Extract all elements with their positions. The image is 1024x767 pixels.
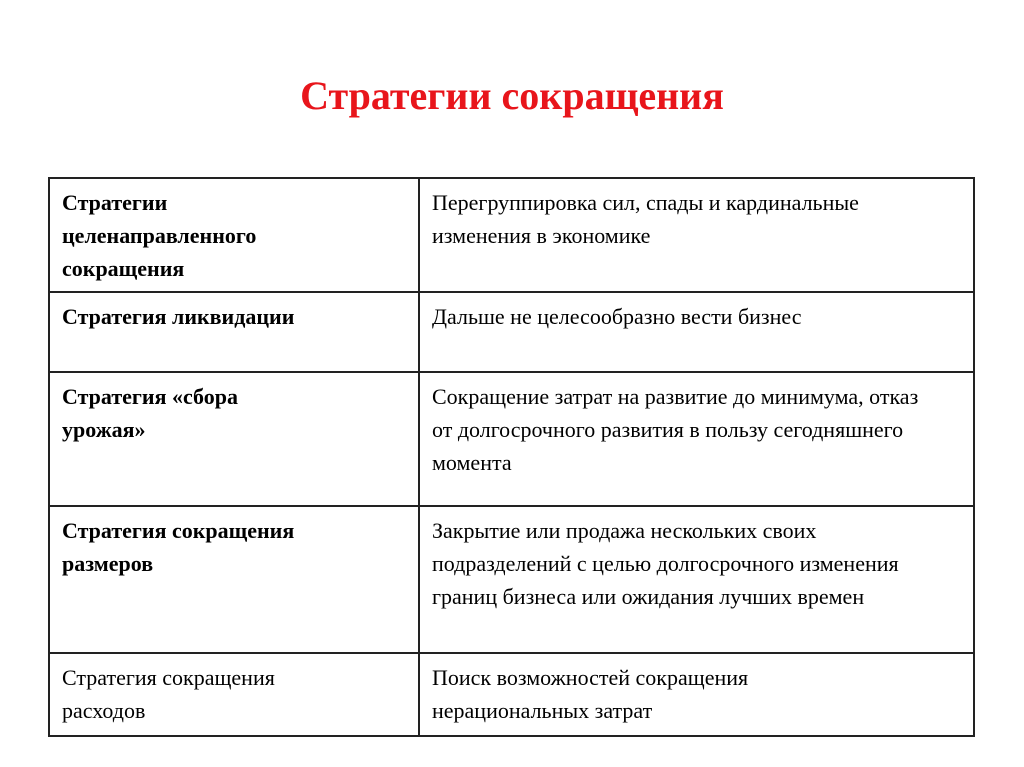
table-row: [49, 292, 974, 372]
strategy-name: Стратегия «сбора урожая»: [49, 372, 419, 506]
strategy-description: Сокращение затрат на развитие до минимума, отказ от долгосрочного развития в пользу сегодняшнего момента: [419, 372, 974, 506]
strategies-table: [48, 177, 975, 737]
strategy-name: Стратегия сокращения размеров: [49, 506, 419, 653]
strategy-description: Поиск возможностей сокращения нерациональных затрат: [419, 653, 974, 736]
strategy-name: Стратегия ликвидации: [49, 292, 419, 372]
strategy-description: Дальше не целесообразно вести бизнес: [419, 292, 974, 372]
strategy-description: Закрытие или продажа нескольких своих подразделений с целью долгосрочного изменения границ бизнеса или ожидания лучших времен: [419, 506, 974, 653]
strategy-description: Перегруппировка сил, спады и кардинальные изменения в экономике: [419, 178, 974, 292]
table-row: [49, 178, 974, 292]
table-row: [49, 506, 974, 653]
slide-title: Стратегии сокращения: [300, 73, 724, 118]
strategy-name: Стратегия сокращения расходов: [49, 653, 419, 736]
table-row: [49, 372, 974, 506]
table-row: [49, 653, 974, 736]
strategy-name: Стратегии целенаправленного сокращения: [49, 178, 419, 292]
